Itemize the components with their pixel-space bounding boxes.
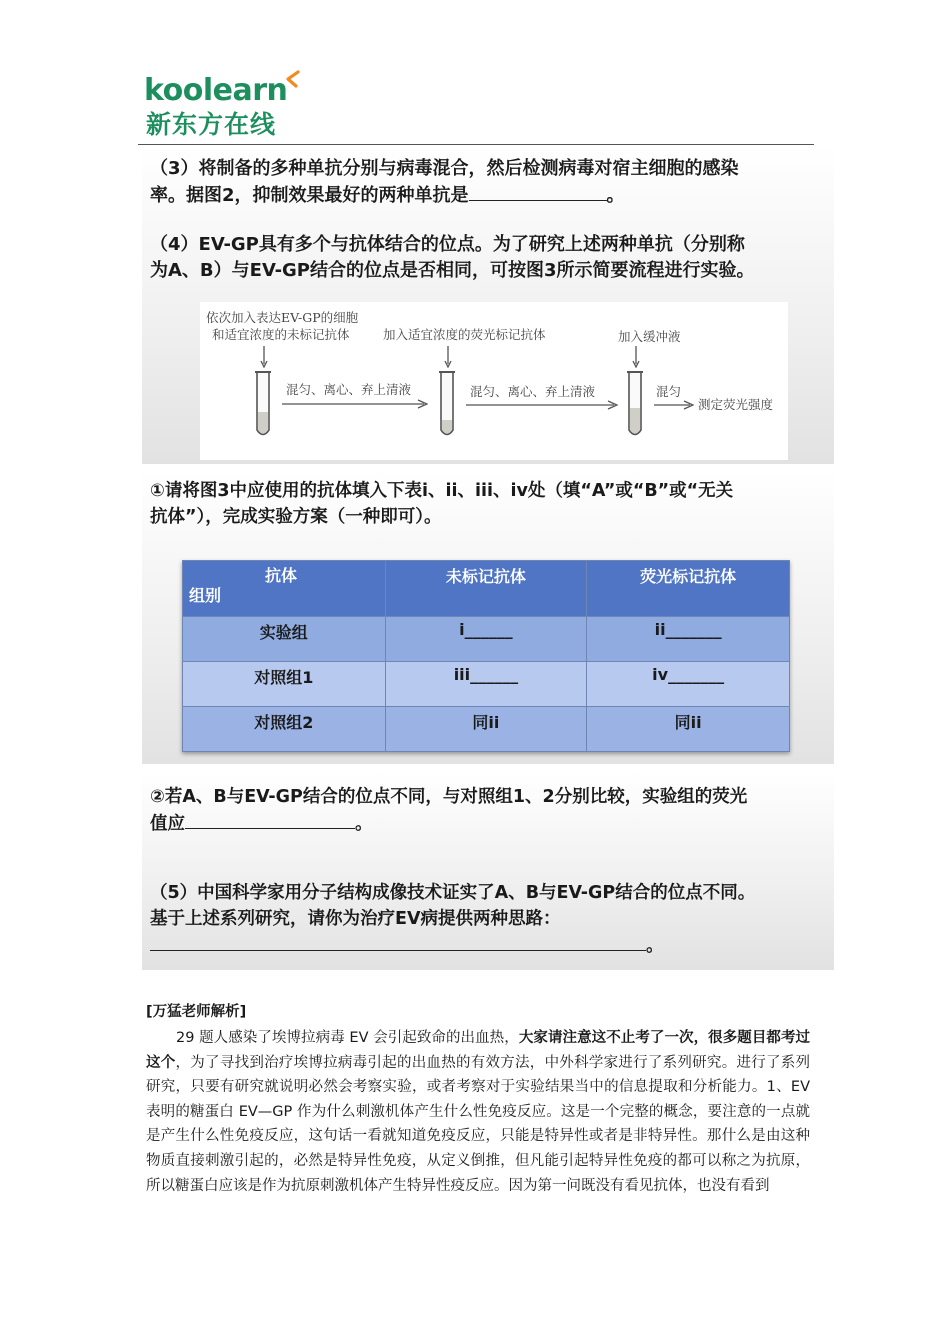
brand-logo bbox=[144, 72, 314, 142]
logo-text-en: koolearn bbox=[144, 73, 288, 108]
step3-caption: 加入缓冲液 bbox=[618, 329, 681, 344]
arrow3-label: 混匀 bbox=[656, 384, 682, 399]
arrow1-label: 混匀、离心、弃上清液 bbox=[286, 382, 412, 397]
table-header-unlabeled: 未标记抗体 bbox=[385, 561, 587, 617]
arrow-right-icon bbox=[654, 400, 694, 410]
question-4: （4）EV-GP具有多个与抗体结合的位点。为了研究上述两种单抗（分别称 为A、B）与EV-GP结合的位点是否相同，可按图3所示简要流程进行实验。 bbox=[150, 234, 755, 281]
analysis-title: [万猛老师解析] bbox=[146, 1004, 247, 1020]
table-corner-cell: 抗体 组别 bbox=[183, 561, 386, 617]
logo-text-cn: 新东方在线 bbox=[146, 110, 277, 139]
arrow-down-icon bbox=[444, 346, 452, 368]
arrow2-label: 混匀、离心、弃上清液 bbox=[470, 384, 596, 399]
figure-3-flowchart bbox=[200, 302, 788, 460]
final-step-label: 测定荧光强度 bbox=[698, 397, 774, 412]
logo-chevron-icon bbox=[282, 70, 302, 90]
analysis-paragraph: 29 题人感染了埃博拉病毒 EV 会引起致命的出血热，大家请注意这不止考了一次，很多题目都考过这个，为了寻找到治疗埃博拉病毒引起的出血热的有效方法，中外科学家进行了系列研究。进行了系列研究，只要有研究就说明必然会考察实验，或者考察对于实验结果当中的信息提取和分析能力。1、EV 表明的糖蛋白 EV—GP 作为什么刺激机体产生什么性免疫反应。这是一个完整的概念，要注意的一点就是产生什么性免疫反应，这句话一看就知道免疫反应，只能是特异性或者是非特异性。那什么是由这种物质直接刺激引起的，必然是特异性免疫，从定义倒推，但凡能引起特异性免疫的都可以称之为抗原，所以糖蛋白应该是作为抗原刺激机体产生特异性疫反应。因为第一问既没有看见抗体，也没有看到 bbox=[146, 1030, 811, 1194]
step1-caption-2: 和适宜浓度的未标记抗体 bbox=[212, 327, 350, 342]
question-4-2: ②若A、B与EV-GP结合的位点不同，与对照组1、2分别比较，实验组的荧光 值应 。 bbox=[150, 787, 748, 834]
table-row: 实验组 i______ ii_______ bbox=[183, 617, 790, 662]
answer-blank bbox=[185, 810, 355, 829]
table-header-fluorescent: 荧光标记抗体 bbox=[587, 561, 790, 617]
slide-panel-q3-q4 bbox=[142, 146, 834, 464]
question-5: （5）中国科学家用分子结构成像技术证实了A、B与EV-GP结合的位点不同。 基于上述系列研究，请你为治疗EV病提供两种思路： 。 bbox=[150, 883, 756, 956]
test-tube-icon bbox=[254, 368, 272, 440]
step1-caption-1: 依次加入表达EV-GP的细胞 bbox=[206, 310, 359, 325]
answer-blank bbox=[469, 182, 607, 201]
question-3: （3）将制备的多种单抗分别与病毒混合，然后检测病毒对宿主细胞的感染 率。据图2，抑制效果最好的两种单抗是 。 bbox=[150, 158, 739, 206]
table-header-row bbox=[183, 561, 790, 617]
table-row: 对照组2 同ii 同ii bbox=[183, 707, 790, 752]
header-divider bbox=[138, 144, 814, 145]
slide-panel-table bbox=[142, 470, 834, 764]
arrow-down-icon bbox=[260, 346, 268, 368]
slide-panel-q4-2-q5 bbox=[142, 772, 834, 970]
test-tube-icon bbox=[626, 368, 644, 440]
table-row: 对照组1 iii______ iv_______ bbox=[183, 662, 790, 707]
arrow-right-icon bbox=[466, 400, 618, 410]
arrow-right-icon bbox=[282, 399, 428, 409]
test-tube-icon bbox=[438, 368, 456, 440]
answer-blank bbox=[150, 932, 646, 951]
question-4-1: ①请将图3中应使用的抗体填入下表i、ii、iii、iv处（填“A”或“B”或“无关 抗体”），完成实验方案（一种即可）。 bbox=[150, 481, 734, 527]
step2-caption: 加入适宜浓度的荧光标记抗体 bbox=[383, 327, 546, 342]
arrow-down-icon bbox=[632, 346, 640, 368]
antibody-table bbox=[182, 560, 790, 752]
